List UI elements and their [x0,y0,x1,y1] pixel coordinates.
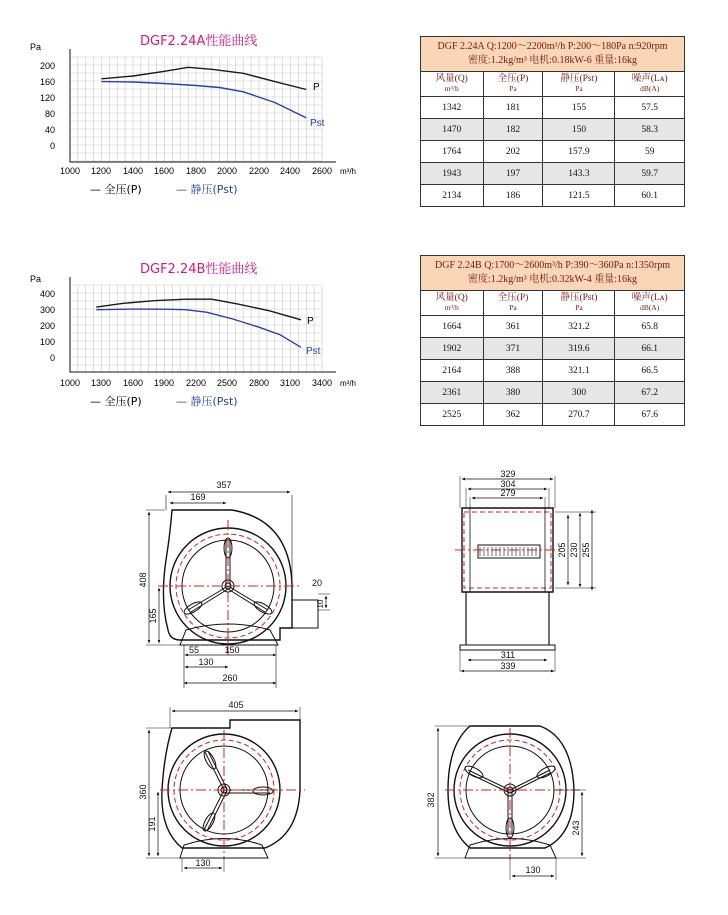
spoke-foot [253,787,273,795]
table-row: 2525 362 270.7 67.6 [421,404,684,426]
chart-a-legend-pst: — 静压(Pst) [176,183,238,196]
x-tick: 1600 [153,166,175,176]
y-tick: 120 [39,93,55,103]
dim-label: 408 [138,572,148,588]
x-tick: 2500 [216,378,238,388]
legend-pst-label: 静压(Pst) [190,183,238,196]
dim-label: 130 [195,858,211,868]
dim-label: 230 [569,542,579,558]
outlet-flange [292,600,318,628]
spoke-foot [252,600,273,617]
x-tick: 2000 [216,166,238,176]
dim-label: 255 [581,542,591,558]
side-view [455,476,596,672]
legend-p-label: 全压(P) [104,183,142,196]
front-view-b [146,707,305,872]
col-header: 噪声(Lᴀ) dB(A) [615,291,684,316]
dim-label: 55 [188,645,200,655]
y-tick: 300 [39,305,55,315]
support-legs [466,592,549,645]
legend-pst-label: 静压(Pst) [190,395,238,408]
dim-label: 20 [312,578,323,588]
x-tick: 3400 [311,378,333,388]
col-header: 静压(Pst) Pa [543,291,615,316]
dim-label: 339 [500,661,516,671]
dim-label: 10 [316,599,325,609]
col-header: 全压(P) Pa [483,72,543,97]
table-row: 1943 197 143.3 59.7 [421,163,684,185]
spec-a-line1: DGF 2.24A Q:1200～2200m³/h P:200～180Pa n:920rpm [437,41,668,52]
spec-b-line2: 密度:1.2kg/m³ 电机:0.32kW-4 重量:16kg [467,274,638,285]
col-header: 风量(Q) m³/h [421,291,483,316]
dim-label: 405 [228,700,244,710]
chart-b-title: DGF2.24B性能曲线 [140,262,258,277]
dim-label: 260 [222,673,238,683]
legend-p-label: 全压(P) [104,395,142,408]
col-header: 风量(Q) m³/h [421,72,483,97]
dim-label: 382 [426,792,436,808]
dim-label: 130 [198,657,214,667]
x-tick: 1300 [90,378,112,388]
x-tick: 2400 [279,166,301,176]
x-tick: 2600 [311,166,333,176]
chart-b-legend-pst: — 静压(Pst) [176,395,238,408]
spec-a-line2: 密度:1.2kg/m³ 电机:0.18kW-6 重量:16kg [467,55,638,66]
side-view-labels [500,469,591,671]
dim-label: 329 [500,469,516,479]
x-tick: 1800 [185,166,207,176]
chart-b-y-unit: Pa [30,274,42,284]
x-tick: 1000 [59,378,81,388]
table-row: 1342 181 155 57.5 [421,97,684,119]
front-view-c [435,726,586,880]
base-mount [180,624,278,645]
x-tick: 1400 [122,166,144,176]
y-tick: 40 [44,125,55,135]
chart-a-legend-p: — 全压(P) [90,183,142,196]
dim-label: 357 [216,480,232,490]
table-row: 2134 186 121.5 60.1 [421,185,684,207]
chart-a-label-p: P [313,82,320,93]
x-tick: 3100 [279,378,301,388]
y-tick: 400 [39,289,55,299]
col-header: 静压(Pst) Pa [543,72,615,97]
dim-label: 205 [557,542,567,558]
dim-label: 130 [525,865,541,875]
chart-a-x-unit: m³/h [340,167,356,176]
spec-b-line1: DGF 2.24B Q:1700～2600m³/h P:390～360Pa n:1350rpm [435,260,670,271]
y-tick: 0 [49,141,55,151]
y-tick: 80 [44,109,55,119]
x-tick: 1000 [59,166,81,176]
chart-b-label-pst: Pst [306,346,321,357]
dim-label: 311 [500,650,516,660]
dim-label: 150 [224,645,240,655]
dim-label: 279 [500,488,516,498]
front-view-a [146,492,330,688]
x-tick: 2800 [248,378,270,388]
spoke-foot [202,749,218,770]
y-tick: 160 [39,77,55,87]
dim-label: 304 [500,479,516,489]
spoke-foot [201,811,217,832]
dim-label: 360 [138,784,148,800]
table-row: 1902 371 319.6 66.1 [421,338,684,360]
col-header: 噪声(Lᴀ) dB(A) [615,72,684,97]
dim-label: 243 [571,820,581,836]
support-spokes [204,751,270,831]
spoke-foot [182,600,203,617]
x-tick: 2200 [185,378,207,388]
impeller-side [478,545,540,558]
table-row: 2164 388 321.1 66.5 [421,360,684,382]
x-tick: 1900 [153,378,175,388]
dim-label: 165 [148,608,158,624]
x-tick: 2200 [248,166,270,176]
chart-b-label-p: P [307,316,314,327]
y-tick: 200 [39,321,55,331]
chart-a-label-pst: Pst [310,118,325,129]
table-row: 1664 361 321.2 65.8 [421,316,684,338]
spoke-foot [463,764,484,780]
chart-b-legend-p: — 全压(P) [90,395,142,408]
y-tick: 0 [49,353,55,363]
table-row: 1764 202 157.9 59 [421,141,684,163]
chart-b-x-unit: m³/h [340,379,356,388]
table-row: 1470 182 150 58.3 [421,119,684,141]
x-tick: 1600 [122,378,144,388]
x-tick: 1200 [90,166,112,176]
dim-label: 169 [190,492,206,502]
y-tick: 200 [39,61,55,71]
chart-a-y-unit: Pa [30,42,42,52]
y-tick: 100 [39,337,55,347]
table-row: 2361 380 300 67.2 [421,382,684,404]
chart-a-title: DGF2.24A性能曲线 [140,34,258,49]
col-header: 全压(P) Pa [483,291,543,316]
dim-label: 191 [147,816,157,832]
